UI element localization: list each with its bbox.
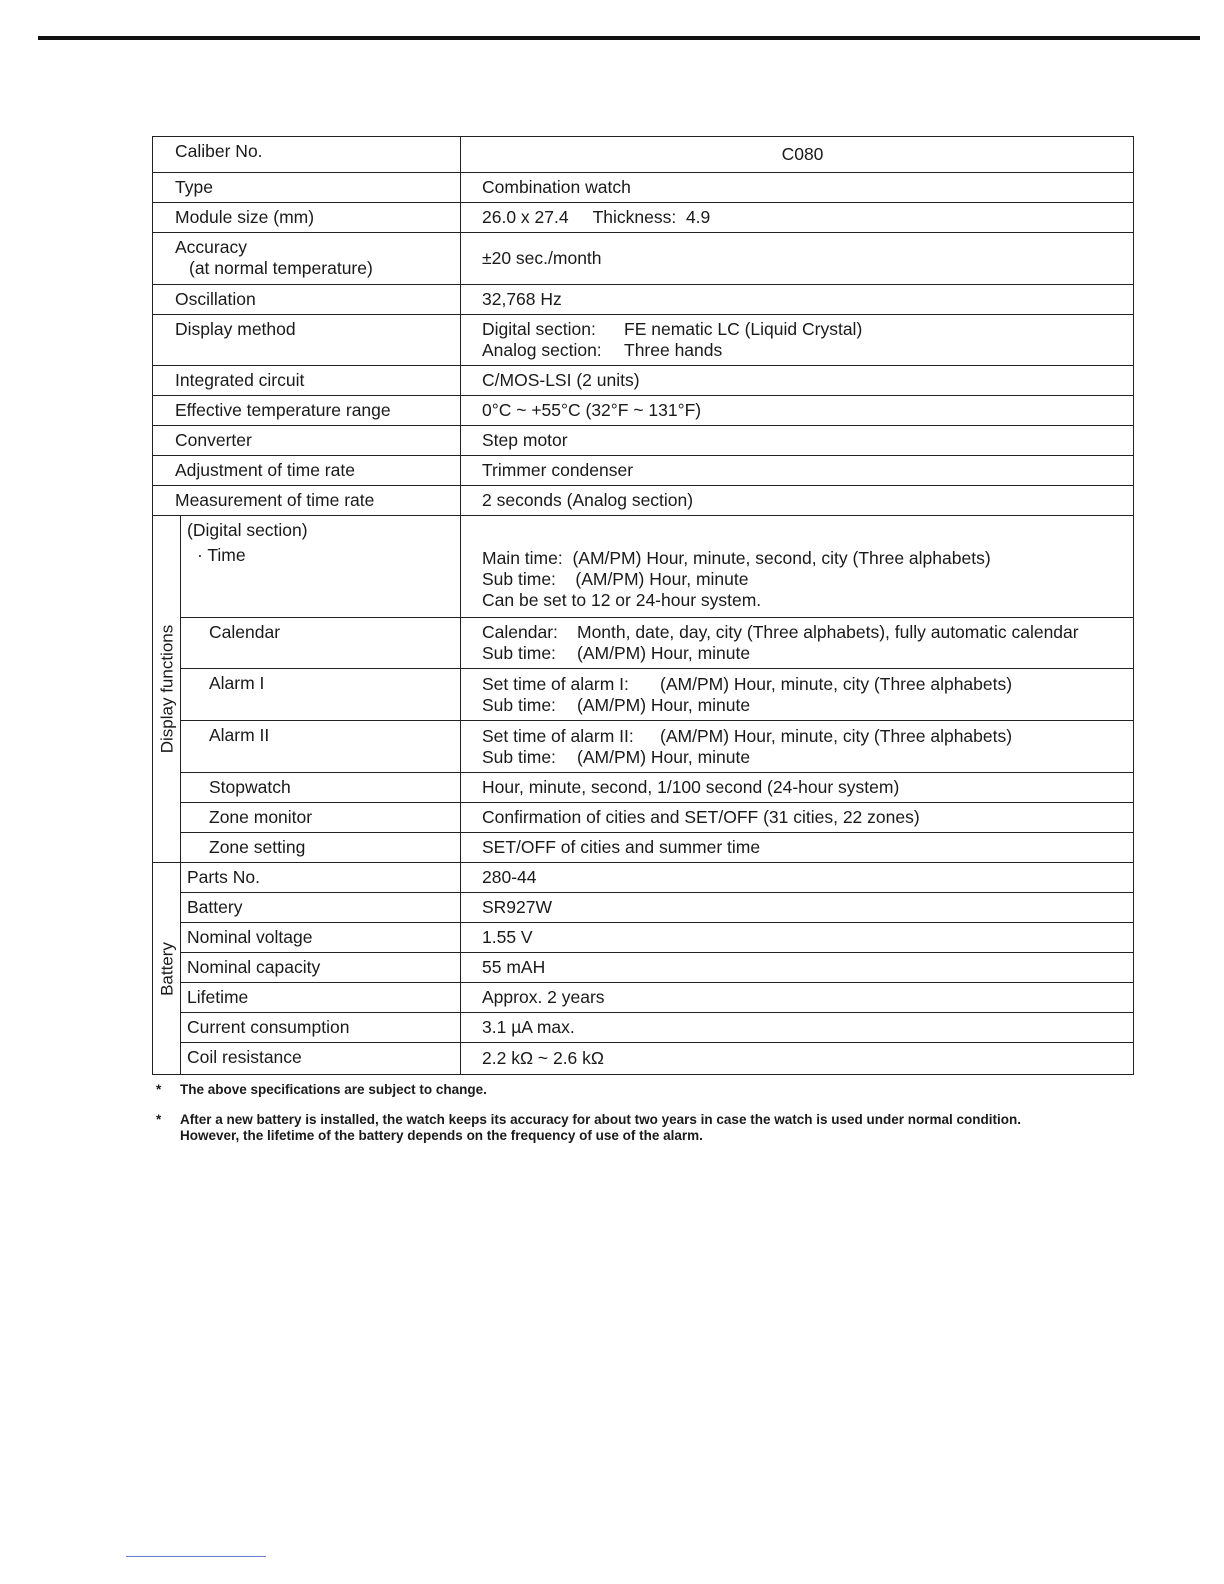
time-label-cell bbox=[181, 516, 461, 618]
alarm2-label: Alarm II bbox=[181, 721, 461, 773]
row-oscillation bbox=[153, 285, 1134, 315]
measurement-value: 2 seconds (Analog section) bbox=[461, 486, 1134, 516]
row-stopwatch bbox=[153, 773, 1134, 803]
display-method-value bbox=[461, 315, 1134, 366]
alarm1-value bbox=[461, 669, 1134, 721]
footnote-mark: * bbox=[156, 1112, 162, 1127]
current-consumption-label: Current consumption bbox=[181, 1013, 461, 1043]
battery-group-label: Battery bbox=[157, 941, 176, 996]
calendar-line bbox=[482, 643, 1123, 664]
row-zone-monitor bbox=[153, 803, 1134, 833]
footnote-line: After a new battery is installed, the watch keeps its accuracy for about two years in case the watch is used under normal condition. bbox=[180, 1112, 1021, 1127]
battery-value: SR927W bbox=[461, 893, 1134, 923]
battery-label: Battery bbox=[181, 893, 461, 923]
display-method-key: Digital section: bbox=[482, 319, 596, 339]
parts-no-label: Parts No. bbox=[181, 863, 461, 893]
display-method-key: Analog section: bbox=[482, 340, 602, 360]
row-integrated-circuit bbox=[153, 366, 1134, 396]
row-accuracy bbox=[153, 233, 1134, 285]
accuracy-label-line2: (at normal temperature) bbox=[189, 258, 373, 278]
alarm1-line bbox=[482, 674, 1123, 695]
stopwatch-label: Stopwatch bbox=[181, 773, 461, 803]
row-nominal-capacity bbox=[153, 953, 1134, 983]
calendar-line bbox=[482, 622, 1123, 643]
measurement-label: Measurement of time rate bbox=[153, 486, 461, 516]
row-time bbox=[153, 516, 1134, 618]
row-measurement bbox=[153, 486, 1134, 516]
converter-label: Converter bbox=[153, 426, 461, 456]
accuracy-label-line1: Accuracy bbox=[175, 237, 247, 257]
current-consumption-value: 3.1 µA max. bbox=[461, 1013, 1134, 1043]
bottom-rule bbox=[126, 1556, 266, 1557]
alarm2-value bbox=[461, 721, 1134, 773]
row-temperature-range bbox=[153, 396, 1134, 426]
digital-section-label: (Digital section) bbox=[187, 520, 308, 540]
nominal-voltage-value: 1.55 V bbox=[461, 923, 1134, 953]
footnote-mark: * bbox=[156, 1082, 162, 1097]
row-parts-no bbox=[153, 863, 1134, 893]
parts-no-value: 280-44 bbox=[461, 863, 1134, 893]
row-alarm1 bbox=[153, 669, 1134, 721]
footnote-line: However, the lifetime of the battery depends on the frequency of use of the alarm. bbox=[180, 1128, 703, 1143]
alarm2-key: Set time of alarm II: bbox=[482, 725, 634, 746]
time-line: Main time: (AM/PM) Hour, minute, second, city (Three alphabets) bbox=[482, 548, 991, 568]
row-alarm2 bbox=[153, 721, 1134, 773]
footnote bbox=[156, 1112, 1116, 1144]
spec-table bbox=[152, 136, 1134, 1075]
row-zone-setting bbox=[153, 833, 1134, 863]
row-converter bbox=[153, 426, 1134, 456]
zone-setting-value: SET/OFF of cities and summer time bbox=[461, 833, 1134, 863]
footnote-text bbox=[180, 1112, 1021, 1144]
nominal-capacity-label: Nominal capacity bbox=[181, 953, 461, 983]
row-coil-resistance bbox=[153, 1043, 1134, 1075]
row-nominal-voltage bbox=[153, 923, 1134, 953]
footnotes bbox=[156, 1082, 1116, 1158]
lifetime-value: Approx. 2 years bbox=[461, 983, 1134, 1013]
calendar-key: Sub time: bbox=[482, 643, 556, 663]
time-line: Can be set to 12 or 24-hour system. bbox=[482, 590, 762, 610]
caliber-label: Caliber No. bbox=[153, 137, 461, 173]
type-value: Combination watch bbox=[461, 173, 1134, 203]
adjustment-value: Trimmer condenser bbox=[461, 456, 1134, 486]
time-label: · Time bbox=[197, 545, 246, 565]
display-functions-label: Display functions bbox=[157, 624, 176, 754]
time-line: Sub time: (AM/PM) Hour, minute bbox=[482, 569, 749, 589]
zone-monitor-value: Confirmation of cities and SET/OFF (31 cities, 22 zones) bbox=[461, 803, 1134, 833]
alarm2-val: (AM/PM) Hour, minute, city (Three alphabets) bbox=[660, 725, 1013, 746]
coil-resistance-label: Coil resistance bbox=[181, 1043, 461, 1075]
alarm1-line bbox=[482, 695, 1123, 716]
module-size-value: 26.0 x 27.4 Thickness: 4.9 bbox=[461, 203, 1134, 233]
calendar-key: Calendar: bbox=[482, 622, 558, 642]
temperature-range-label: Effective temperature range bbox=[153, 396, 461, 426]
row-display-method bbox=[153, 315, 1134, 366]
zone-setting-label: Zone setting bbox=[181, 833, 461, 863]
alarm2-line bbox=[482, 726, 1123, 747]
display-method-label: Display method bbox=[153, 315, 461, 366]
footnote bbox=[156, 1082, 1116, 1098]
row-type bbox=[153, 173, 1134, 203]
row-calendar bbox=[153, 618, 1134, 669]
converter-value: Step motor bbox=[461, 426, 1134, 456]
alarm1-val: (AM/PM) Hour, minute, city (Three alphabets) bbox=[660, 673, 1013, 694]
type-label: Type bbox=[153, 173, 461, 203]
accuracy-value: ±20 sec./month bbox=[461, 233, 1134, 285]
nominal-capacity-value: 55 mAH bbox=[461, 953, 1134, 983]
alarm1-label: Alarm I bbox=[181, 669, 461, 721]
oscillation-value: 32,768 Hz bbox=[461, 285, 1134, 315]
alarm2-line bbox=[482, 747, 1123, 768]
stopwatch-value: Hour, minute, second, 1/100 second (24-hour system) bbox=[461, 773, 1134, 803]
row-current-consumption bbox=[153, 1013, 1134, 1043]
temperature-range-value: 0°C ~ +55°C (32°F ~ 131°F) bbox=[461, 396, 1134, 426]
adjustment-label: Adjustment of time rate bbox=[153, 456, 461, 486]
display-method-line bbox=[482, 340, 1123, 361]
coil-resistance-value: 2.2 kΩ ~ 2.6 kΩ bbox=[461, 1043, 1134, 1075]
top-rule bbox=[38, 36, 1200, 40]
accuracy-label bbox=[153, 233, 461, 285]
time-value bbox=[461, 516, 1134, 618]
lifetime-label: Lifetime bbox=[181, 983, 461, 1013]
calendar-label: Calendar bbox=[181, 618, 461, 669]
zone-monitor-label: Zone monitor bbox=[181, 803, 461, 833]
battery-group bbox=[153, 863, 181, 1075]
row-module-size bbox=[153, 203, 1134, 233]
alarm2-key: Sub time: bbox=[482, 746, 556, 767]
calendar-val: Month, date, day, city (Three alphabets), fully automatic calendar bbox=[577, 622, 1079, 642]
integrated-circuit-value: C/MOS-LSI (2 units) bbox=[461, 366, 1134, 396]
integrated-circuit-label: Integrated circuit bbox=[153, 366, 461, 396]
display-method-line bbox=[482, 319, 1123, 340]
row-battery bbox=[153, 893, 1134, 923]
row-adjustment bbox=[153, 456, 1134, 486]
alarm1-val: (AM/PM) Hour, minute bbox=[577, 694, 751, 715]
calendar-value bbox=[461, 618, 1134, 669]
module-size-label: Module size (mm) bbox=[153, 203, 461, 233]
alarm1-key: Sub time: bbox=[482, 694, 556, 715]
row-caliber bbox=[153, 137, 1134, 173]
alarm2-val: (AM/PM) Hour, minute bbox=[577, 746, 751, 767]
row-lifetime bbox=[153, 983, 1134, 1013]
caliber-value: C080 bbox=[461, 137, 1134, 173]
display-method-val: FE nematic LC (Liquid Crystal) bbox=[624, 319, 863, 339]
calendar-val: (AM/PM) Hour, minute bbox=[577, 643, 751, 663]
oscillation-label: Oscillation bbox=[153, 285, 461, 315]
footnote-text: The above specifications are subject to change. bbox=[180, 1082, 487, 1097]
display-method-val: Three hands bbox=[624, 340, 723, 360]
nominal-voltage-label: Nominal voltage bbox=[181, 923, 461, 953]
alarm1-key: Set time of alarm I: bbox=[482, 673, 629, 694]
display-functions-group bbox=[153, 516, 181, 863]
